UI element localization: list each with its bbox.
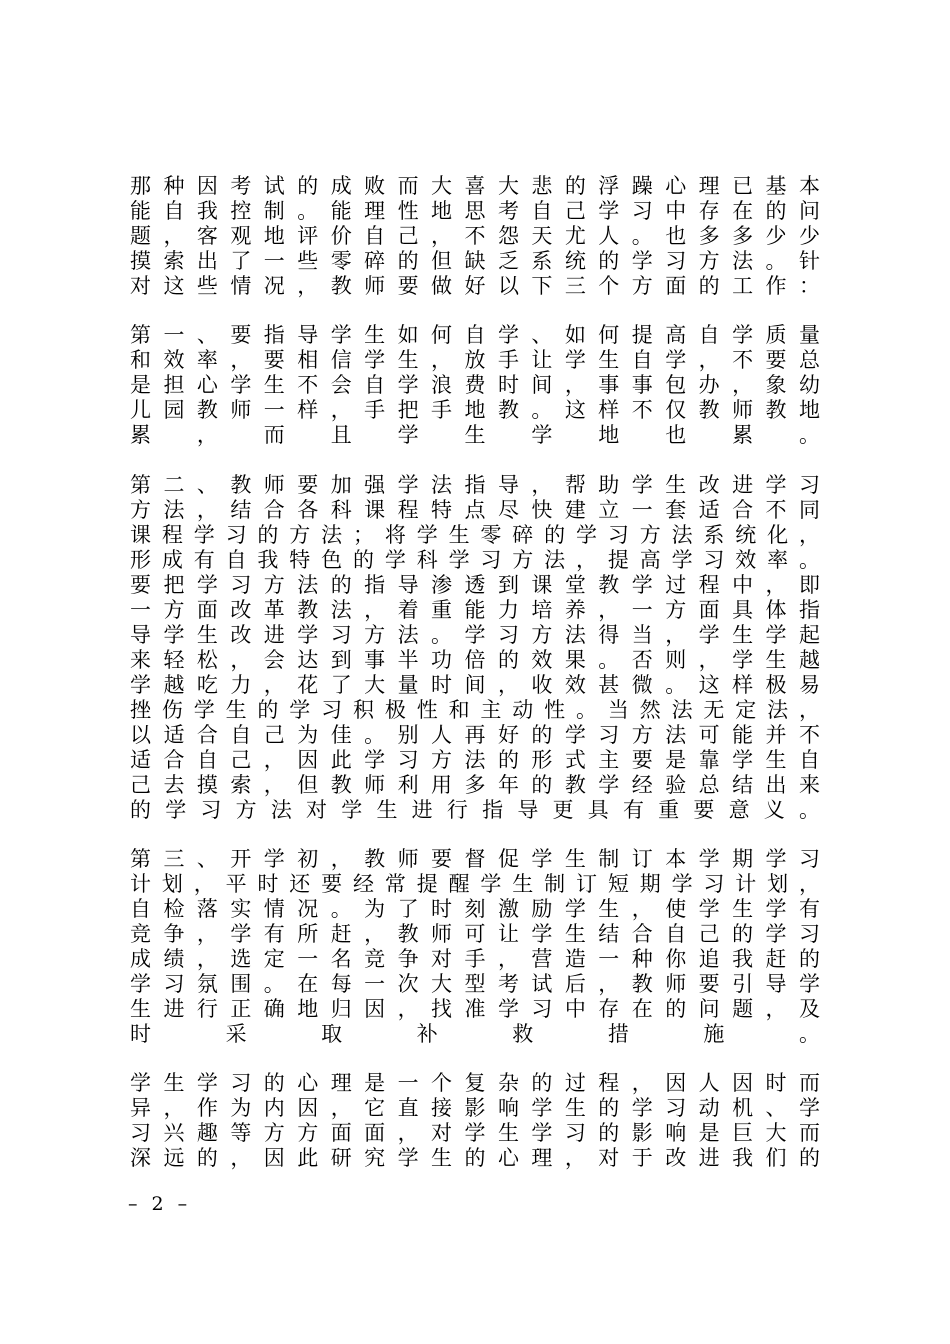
text-line: 导学生改进学习方法。学习方法得当，学生学起 (130, 623, 820, 647)
text-line: 第三、开学初，教师要督促学生制订本学期学习 (130, 847, 820, 871)
paragraph-intro (130, 174, 820, 299)
text-line: 是担心学生不会自学浪费时间，事事包办，象幼 (130, 373, 820, 397)
text-line: 要把学习方法的指导渗透到课堂教学过程中，即 (130, 573, 820, 597)
text-line: 以适合自己为佳。别人再好的学习方法可能并不 (130, 723, 820, 747)
text-line: 挫伤学生的学习积极性和主动性。当然法无定法， (130, 698, 820, 722)
text-line: 和效率，要相信学生，放手让学生自学，不要总 (130, 348, 820, 372)
text-line: 时采取补救措施。 (130, 1022, 820, 1046)
paragraph-psychology (130, 1071, 820, 1171)
text-line: 课程学习的方法；将学生零碎的学习方法系统化， (130, 523, 820, 547)
text-line: 自检落实情况。为了时刻激励学生，使学生学有 (130, 897, 820, 921)
text-line: 习兴趣等方方面面，对学生学习的影响是巨大而 (130, 1121, 820, 1145)
text-line: 学越吃力，花了大量时间，收效甚微。这样极易 (130, 673, 820, 697)
text-line: 题，客观地评价自己，不怨天尤人。也多多少少 (130, 224, 820, 248)
text-line: 学生学习的心理是一个复杂的过程，因人因时而 (130, 1071, 820, 1095)
text-line: 形成有自我特色的学科学习方法，提高学习效率。 (130, 548, 820, 572)
text-line: 一方面改革教法，着重能力培养，一方面具体指 (130, 598, 820, 622)
text-line: 己去摸索，但教师利用多年的教学经验总结出来 (130, 773, 820, 797)
text-line: 异，作为内因，它直接影响学生的学习动机、学 (130, 1096, 820, 1120)
text-line: 计划，平时还要经常提醒学生制订短期学习计划， (130, 872, 820, 896)
text-line: 竞争，学有所赶，教师可让学生结合自己的学习 (130, 922, 820, 946)
text-line: 对这些情况，教师要做好以下三个方面的工作： (130, 274, 820, 298)
text-line: 儿园教师一样，手把手地教。这样不仅教师教地 (130, 398, 820, 422)
text-line: 学习氛围。在每一次大型考试后，教师要引导学 (130, 972, 820, 996)
page-number: – 2 – (128, 1193, 192, 1215)
paragraph-first-point (130, 323, 820, 448)
text-line: 累，而且学生学地也累。 (130, 423, 820, 447)
text-line: 第一、要指导学生如何自学、如何提高自学质量 (130, 323, 820, 347)
text-line: 来轻松，会达到事半功倍的效果。否则，学生越 (130, 648, 820, 672)
paragraph-third-point (130, 847, 820, 1047)
text-line: 那种因考试的成败而大喜大悲的浮躁心理已基本 (130, 174, 820, 198)
text-line: 第二、教师要加强学法指导，帮助学生改进学习 (130, 473, 820, 497)
text-line: 生进行正确地归因，找准学习中存在的问题，及 (130, 997, 820, 1021)
text-line: 适合自己，因此学习方法的形式主要是靠学生自 (130, 748, 820, 772)
paragraph-second-point (130, 473, 820, 823)
text-line: 能自我控制。能理性地思考自己学习中存在的问 (130, 199, 820, 223)
text-line: 摸索出了一些零碎的但缺乏系统的学习方法。针 (130, 249, 820, 273)
text-line: 成绩，选定一名竞争对手，营造一种你追我赶的 (130, 947, 820, 971)
text-line: 深远的，因此研究学生的心理，对于改进我们的 (130, 1146, 820, 1170)
text-line: 方法，结合各科课程特点尽快建立一套适合不同 (130, 498, 820, 522)
text-line: 的学习方法对学生进行指导更具有重要意义。 (130, 798, 820, 822)
